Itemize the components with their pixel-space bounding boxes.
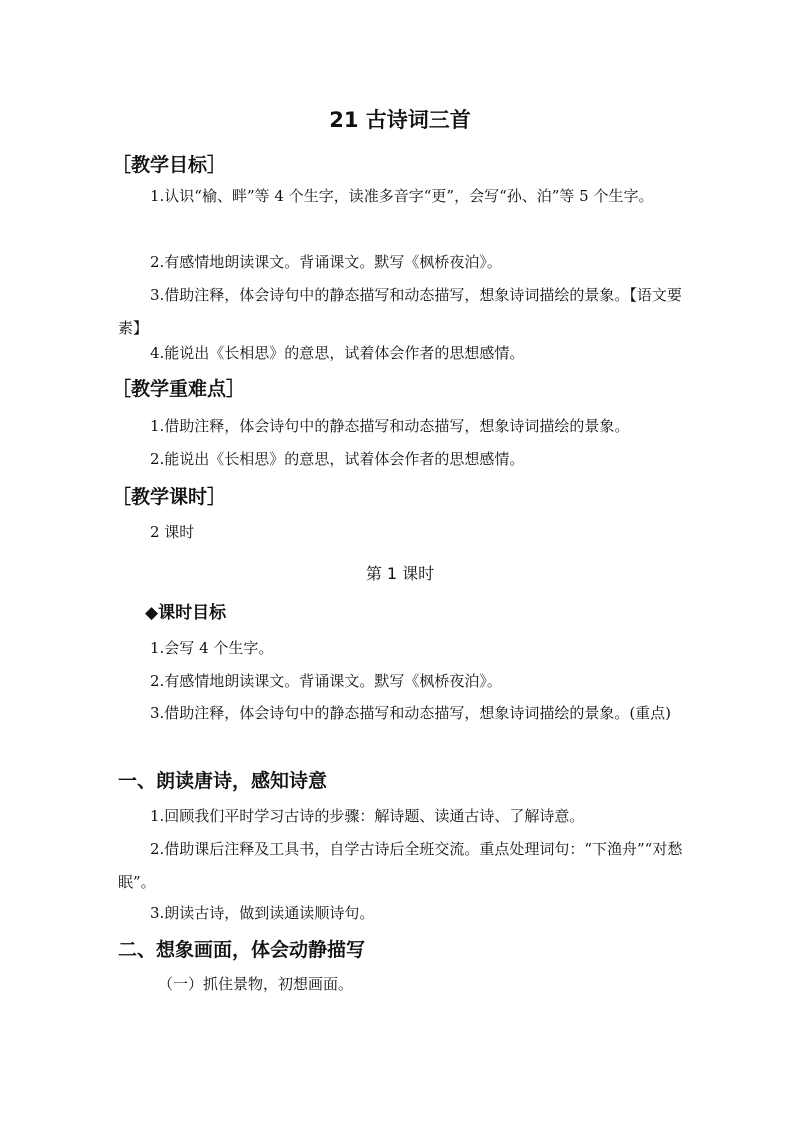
lesson-heading: 第 1 课时 [365,564,435,583]
goal-item-3: 3.借助注释，体会诗句中的静态描写和动态描写，想象诗词描绘的景象。【语文要素】 [118,286,682,337]
part2-heading: 二、想象画面，体会动静描写 [118,939,366,961]
lesson-goal-1: 1.会写 4 个生字。 [150,639,274,657]
lesson-goal-heading: ◆课时目标 [145,603,227,623]
goals-heading: ［教学目标］ [112,154,227,176]
key-heading: ［教学重难点］ [112,378,246,400]
goal-item-4: 4.能说出《长相思》的意思，试着体会作者的思想感情。 [150,344,525,362]
part1-item-3: 3.朗读古诗，做到读通读顺诗句。 [150,904,375,922]
part1-heading: 一、朗读唐诗，感知诗意 [118,770,328,792]
goal-item-1: 1.认识“榆、畔”等 4 个生字，读准多音字“更”，会写“孙、泊”等 5 个生字。 [150,187,654,205]
part2-item-1: （一）抓住景物，初想画面。 [158,975,354,993]
page-title: 21 古诗词三首 [329,108,471,132]
lesson-goal-3: 3.借助注释，体会诗句中的静态描写和动态描写，想象诗词描绘的景象。(重点) [150,704,672,722]
hours-value: 2 课时 [150,523,195,541]
goal-item-2: 2.有感情地朗读课文。背诵课文。默写《枫桥夜泊》。 [150,253,502,271]
key-item-2: 2.能说出《长相思》的意思，试着体会作者的思想感情。 [150,450,525,468]
part1-item-1: 1.回顾我们平时学习古诗的步骤：解诗题、读通古诗、了解诗意。 [150,807,585,825]
hours-heading: ［教学课时］ [112,486,227,508]
part1-item-2: 2.借助课后注释及工具书，自学古诗后全班交流。重点处理词句：“下渔舟”“对愁眠”。 [118,840,683,891]
lesson-goal-2: 2.有感情地朗读课文。背诵课文。默写《枫桥夜泊》。 [150,672,502,690]
key-item-1: 1.借助注释，体会诗句中的静态描写和动态描写，想象诗词描绘的景象。 [150,417,630,435]
